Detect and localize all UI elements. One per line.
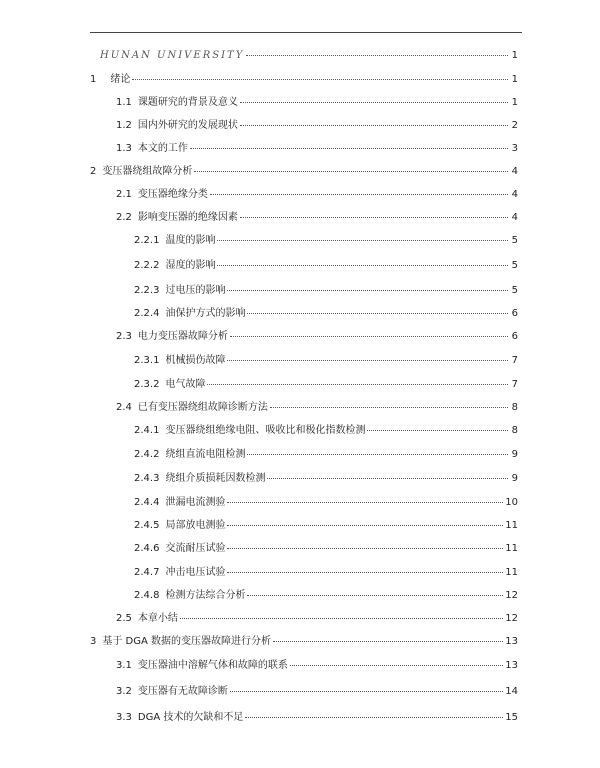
toc-entry-3[interactable] (90, 634, 518, 650)
toc-leader (217, 239, 508, 241)
toc-leader (240, 124, 508, 126)
toc-entry-page: 11 (505, 567, 518, 578)
toc-entry-header[interactable] (100, 48, 518, 64)
toc-entry-2-4-1[interactable] (134, 423, 518, 439)
toc-entry-3-3[interactable] (116, 710, 518, 726)
toc-entry-title: 湿度的影响 (165, 260, 216, 271)
toc-entry-title: 温度的影响 (165, 235, 216, 246)
toc-entry-number: 2.4.6 (134, 543, 160, 554)
toc-entry-page: 9 (511, 449, 518, 460)
toc-leader (367, 429, 508, 431)
toc-entry-number: 1.1 (116, 97, 132, 108)
toc-leader (180, 617, 503, 619)
toc-leader (207, 383, 508, 385)
toc-entry-page: 4 (511, 212, 518, 223)
toc-entry-number: 1 (90, 74, 97, 85)
toc-entry-page: 7 (511, 379, 518, 390)
toc-entry-number: 2.4 (116, 402, 132, 413)
toc-leader (230, 335, 508, 337)
toc-entry-number: 2.4.3 (134, 473, 160, 484)
toc-leader (132, 78, 508, 80)
toc-entry-number: 2.4.4 (134, 497, 160, 508)
toc-entry-2-2-2[interactable] (134, 258, 518, 274)
toc-entry-title: HUNAN UNIVERSITY (100, 50, 245, 61)
toc-entry-3-1[interactable] (116, 658, 518, 674)
toc-entry-page: 3 (511, 143, 518, 154)
toc-leader (230, 690, 503, 692)
toc-entry-number: 2.4.8 (134, 590, 160, 601)
toc-entry-page: 5 (511, 235, 518, 246)
toc-entry-page: 11 (505, 520, 518, 531)
toc-entry-page: 5 (511, 260, 518, 271)
toc-entry-page: 12 (505, 613, 518, 624)
toc-leader (247, 312, 508, 314)
toc-entry-page: 6 (511, 331, 518, 342)
toc-entry-number: 2.3 (116, 331, 132, 342)
toc-entry-title: 基于 DGA 数据的变压器故障进行分析 (102, 636, 272, 647)
toc-leader (227, 571, 503, 573)
toc-entry-title: 影响变压器的绝缘因素 (137, 212, 238, 223)
toc-entry-number: 2.4.1 (134, 425, 160, 436)
toc-leader (190, 147, 508, 149)
toc-entry-page: 8 (511, 402, 518, 413)
toc-entry-1-3[interactable] (116, 141, 518, 157)
toc-entry-title: 变压器油中溶解气体和故障的联系 (137, 660, 288, 671)
toc-leader (194, 170, 508, 172)
toc-entry-title: 本文的工作 (137, 143, 188, 154)
toc-entry-2-5[interactable] (116, 611, 518, 627)
toc-entry-1[interactable] (90, 72, 518, 88)
toc-entry-title: DGA 技术的欠缺和不足 (137, 712, 244, 723)
toc-entry-2-2-1[interactable] (134, 233, 518, 249)
toc-leader (227, 547, 503, 549)
toc-leader (227, 524, 503, 526)
toc-leader (247, 594, 503, 596)
toc-entry-2-3-1[interactable] (134, 353, 518, 369)
toc-entry-page: 15 (505, 712, 518, 723)
toc-entry-2-4-8[interactable] (134, 588, 518, 604)
toc-entry-page: 10 (505, 497, 518, 508)
toc-entry-2-4-3[interactable] (134, 471, 518, 487)
toc-entry-number: 2.3.2 (134, 379, 160, 390)
toc-leader (217, 264, 508, 266)
toc-entry-2-4-2[interactable] (134, 447, 518, 463)
toc-entry-number: 1.2 (116, 120, 132, 131)
toc-leader (247, 453, 508, 455)
toc-entry-number: 2.1 (116, 189, 132, 200)
toc-entry-number: 3 (90, 636, 97, 647)
toc-entry-title: 电力变压器故障分析 (137, 331, 228, 342)
toc-entry-1-1[interactable] (116, 95, 518, 111)
toc-entry-page: 9 (511, 473, 518, 484)
toc-leader (210, 193, 508, 195)
toc-entry-title: 检测方法综合分析 (165, 590, 246, 601)
toc-entry-2-4-6[interactable] (134, 541, 518, 557)
toc-entry-2-4-4[interactable] (134, 495, 518, 511)
toc-leader (267, 477, 508, 479)
toc-entry-3-2[interactable] (116, 684, 518, 700)
toc-entry-page: 5 (511, 285, 518, 296)
toc-entry-number: 2.2.4 (134, 308, 160, 319)
toc-entry-page: 12 (505, 590, 518, 601)
toc-leader (240, 101, 508, 103)
toc-leader (227, 359, 508, 361)
toc-entry-number: 2.4.2 (134, 449, 160, 460)
toc-entry-1-2[interactable] (116, 118, 518, 134)
toc-entry-title: 变压器绕组故障分析 (102, 166, 193, 177)
toc-leader (245, 716, 503, 718)
toc-entry-title: 课题研究的背景及意义 (137, 97, 238, 108)
toc-entry-page: 11 (505, 543, 518, 554)
toc-entry-title: 变压器绝缘分类 (137, 189, 208, 200)
toc-entry-2-4[interactable] (116, 400, 518, 416)
toc-entry-number: 2.2.3 (134, 285, 160, 296)
toc-leader (240, 216, 508, 218)
toc-entry-2-1[interactable] (116, 187, 518, 203)
toc-entry-title: 绪论 (110, 74, 131, 85)
toc-entry-number: 3.2 (116, 686, 132, 697)
toc-leader (227, 501, 503, 503)
toc-entry-page: 13 (505, 660, 518, 671)
toc-leader (290, 664, 503, 666)
toc-entry-number: 1.3 (116, 143, 132, 154)
toc-entry-title: 变压器绕组绝缘电阻、吸收比和极化指数检测 (165, 425, 366, 436)
toc-entry-2-4-7[interactable] (134, 565, 518, 581)
toc-entry-2[interactable] (90, 164, 518, 180)
toc-entry-page: 4 (511, 189, 518, 200)
toc-entry-page: 14 (505, 686, 518, 697)
toc-entry-title: 过电压的影响 (165, 285, 226, 296)
toc-entry-title: 本章小结 (137, 613, 178, 624)
toc-entry-title: 变压器有无故障诊断 (137, 686, 228, 697)
toc-entry-page: 7 (511, 355, 518, 366)
toc-leader (273, 640, 503, 642)
toc-entry-title: 冲击电压试验 (165, 567, 226, 578)
toc-entry-title: 电气故障 (165, 379, 206, 390)
toc-entry-title: 油保护方式的影响 (165, 308, 246, 319)
toc-entry-page: 1 (511, 74, 518, 85)
toc-leader (246, 54, 508, 56)
toc-entry-2-2-4[interactable] (134, 306, 518, 322)
toc-entry-2-3[interactable] (116, 329, 518, 345)
toc-entry-number: 2.3.1 (134, 355, 160, 366)
toc-entry-2-2[interactable] (116, 210, 518, 226)
toc-entry-number: 2.5 (116, 613, 132, 624)
toc-entry-title: 泄漏电流测验 (165, 497, 226, 508)
toc-entry-number: 3.3 (116, 712, 132, 723)
toc-entry-number: 2.4.5 (134, 520, 160, 531)
toc-leader (227, 289, 508, 291)
toc-entry-2-2-3[interactable] (134, 283, 518, 299)
toc-entry-page: 8 (511, 425, 518, 436)
toc-entry-page: 1 (511, 50, 518, 61)
toc-entry-title: 国内外研究的发展现状 (137, 120, 238, 131)
toc-entry-number: 3.1 (116, 660, 132, 671)
toc-entry-page: 4 (511, 166, 518, 177)
toc-leader (270, 406, 508, 408)
toc-entry-title: 绕组直流电阻检测 (165, 449, 246, 460)
toc-entry-2-4-5[interactable] (134, 518, 518, 534)
toc-entry-title: 绕组介质损耗因数检测 (165, 473, 266, 484)
toc-entry-page: 2 (511, 120, 518, 131)
toc-entry-number: 2.2.1 (134, 235, 160, 246)
toc-entry-2-3-2[interactable] (134, 377, 518, 393)
toc-entry-number: 2.4.7 (134, 567, 160, 578)
toc-entry-number: 2.2.2 (134, 260, 160, 271)
toc-entry-number: 2.2 (116, 212, 132, 223)
toc-entry-number: 2 (90, 166, 97, 177)
toc-entry-title: 局部放电测验 (165, 520, 226, 531)
toc-entry-title: 交流耐压试验 (165, 543, 226, 554)
toc-entry-page: 13 (505, 636, 518, 647)
toc-entry-page: 1 (511, 97, 518, 108)
toc-entry-title: 机械损伤故障 (165, 355, 226, 366)
toc-entry-page: 6 (511, 308, 518, 319)
toc-entry-title: 已有变压器绕组故障诊断方法 (137, 402, 268, 413)
